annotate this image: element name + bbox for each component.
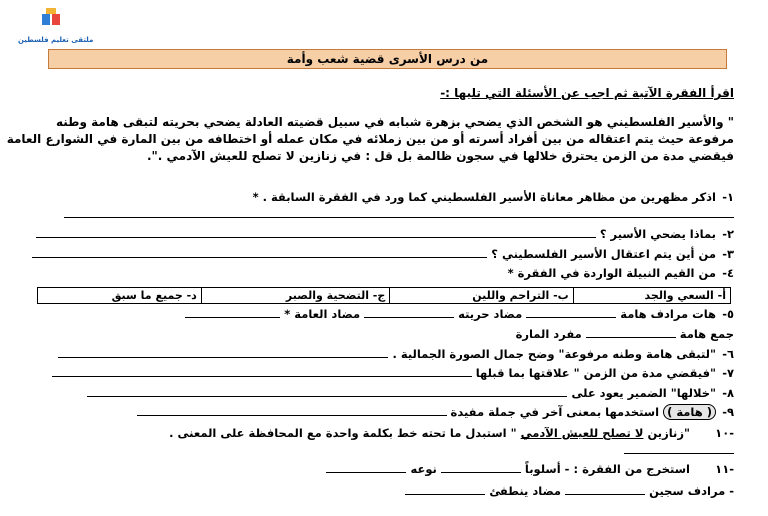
- answer-blank[interactable]: [185, 308, 280, 318]
- highlighted-word: ( هامة ): [663, 404, 716, 420]
- question-11: -١١ استخرج من الفقرة : - أسلوباً نوعه: [326, 462, 734, 477]
- reading-paragraph: [6, 114, 734, 165]
- logo-text: ملتقى تعليم فلسطين: [18, 36, 94, 44]
- answer-blank[interactable]: [137, 406, 447, 416]
- question-2: ٢- بماذا يضحي الأسير ؟: [36, 227, 734, 242]
- paragraph-line: مرفوعة حيث يتم اعتقاله من بين أفراد أسرته أو من بين زملائه في مكان عمله أو اختطافه من بين المارة في الشوارع العامة: [6, 132, 734, 146]
- answer-line-10[interactable]: [624, 443, 734, 458]
- question-3: ٣- من أين يتم اعتقال الأسير الفلسطيني ؟: [32, 247, 734, 262]
- answer-blank[interactable]: [526, 308, 616, 318]
- question-9: ٩- ( هامة ) استخدمها بمعنى آخر في جملة مفيدة: [137, 405, 734, 420]
- question-4: ٤- من القيم النبيلة الواردة في الفقرة *: [507, 266, 734, 280]
- book-logo-icon: [40, 6, 62, 28]
- question-1: ١- اذكر مظهرين من مظاهر معاناة الأسير الفلسطيني كما ورد في الفقرة السابقة . *: [252, 190, 734, 204]
- answer-blank[interactable]: [326, 463, 406, 473]
- answer-blank[interactable]: [32, 248, 487, 258]
- question-8: ٨- "خلالها" الضمير يعود على: [87, 386, 734, 401]
- option-b[interactable]: ب- التراحم واللين: [390, 288, 573, 304]
- paragraph-line: " والأسير الفلسطيني هو الشخص الذي يضحي بزهرة شبابه في سبيل قضيته العادلة يضحي بحريته لتبقى هامة وطنه: [56, 115, 734, 129]
- underlined-phrase: لا تصلح للعيش الآدمي: [520, 426, 644, 440]
- answer-blank[interactable]: [405, 485, 485, 495]
- answer-line-1[interactable]: [64, 207, 734, 222]
- instruction-heading: اقرأ الفقرة الآتية ثم اجب عن الأسئلة التي تليها :-: [440, 86, 734, 100]
- question-10: -١٠ "زنازين لا تصلح للعيش الآدمي " استبدل ما تحته خط بكلمة واحدة مع المحافظة على المعنى .: [169, 426, 734, 440]
- question-11-continued: - مرادف سجين مضاد ينطفئ: [405, 484, 734, 499]
- question-7: ٧- "فيقضي مدة من الزمن " علاقتها بما قبلها: [52, 366, 734, 381]
- lesson-title: من درس الأسرى قضية شعب وأمة: [48, 49, 727, 69]
- answer-blank[interactable]: [52, 367, 472, 377]
- answer-blank[interactable]: [58, 348, 388, 358]
- answer-blank[interactable]: [36, 228, 596, 238]
- paragraph-line: فيقضي مدة من الزمن يحترق خلالها في سجون ظالمة بل قل : في زنازين لا تصلح للعيش الآدمي .".: [146, 149, 734, 163]
- answer-blank[interactable]: [87, 387, 567, 397]
- option-d[interactable]: د- جميع ما سبق: [38, 288, 202, 304]
- option-a[interactable]: أ- السعي والجد: [573, 288, 730, 304]
- values-options-table: [37, 287, 731, 304]
- answer-blank[interactable]: [586, 328, 676, 338]
- question-5: ٥- هات مرادف هامة مضاد حريته مضاد العامة *: [185, 307, 734, 322]
- question-5-continued: جمع هامة مفرد المارة: [515, 327, 734, 341]
- question-6: ٦- "لتبقى هامة وطنه مرفوعة" وضح جمال الصورة الجمالية .: [58, 347, 734, 362]
- answer-blank[interactable]: [441, 463, 521, 473]
- option-c[interactable]: ج- التضحية والصبر: [201, 288, 390, 304]
- answer-blank[interactable]: [565, 485, 645, 495]
- site-logo: [18, 6, 94, 50]
- answer-blank[interactable]: [364, 308, 454, 318]
